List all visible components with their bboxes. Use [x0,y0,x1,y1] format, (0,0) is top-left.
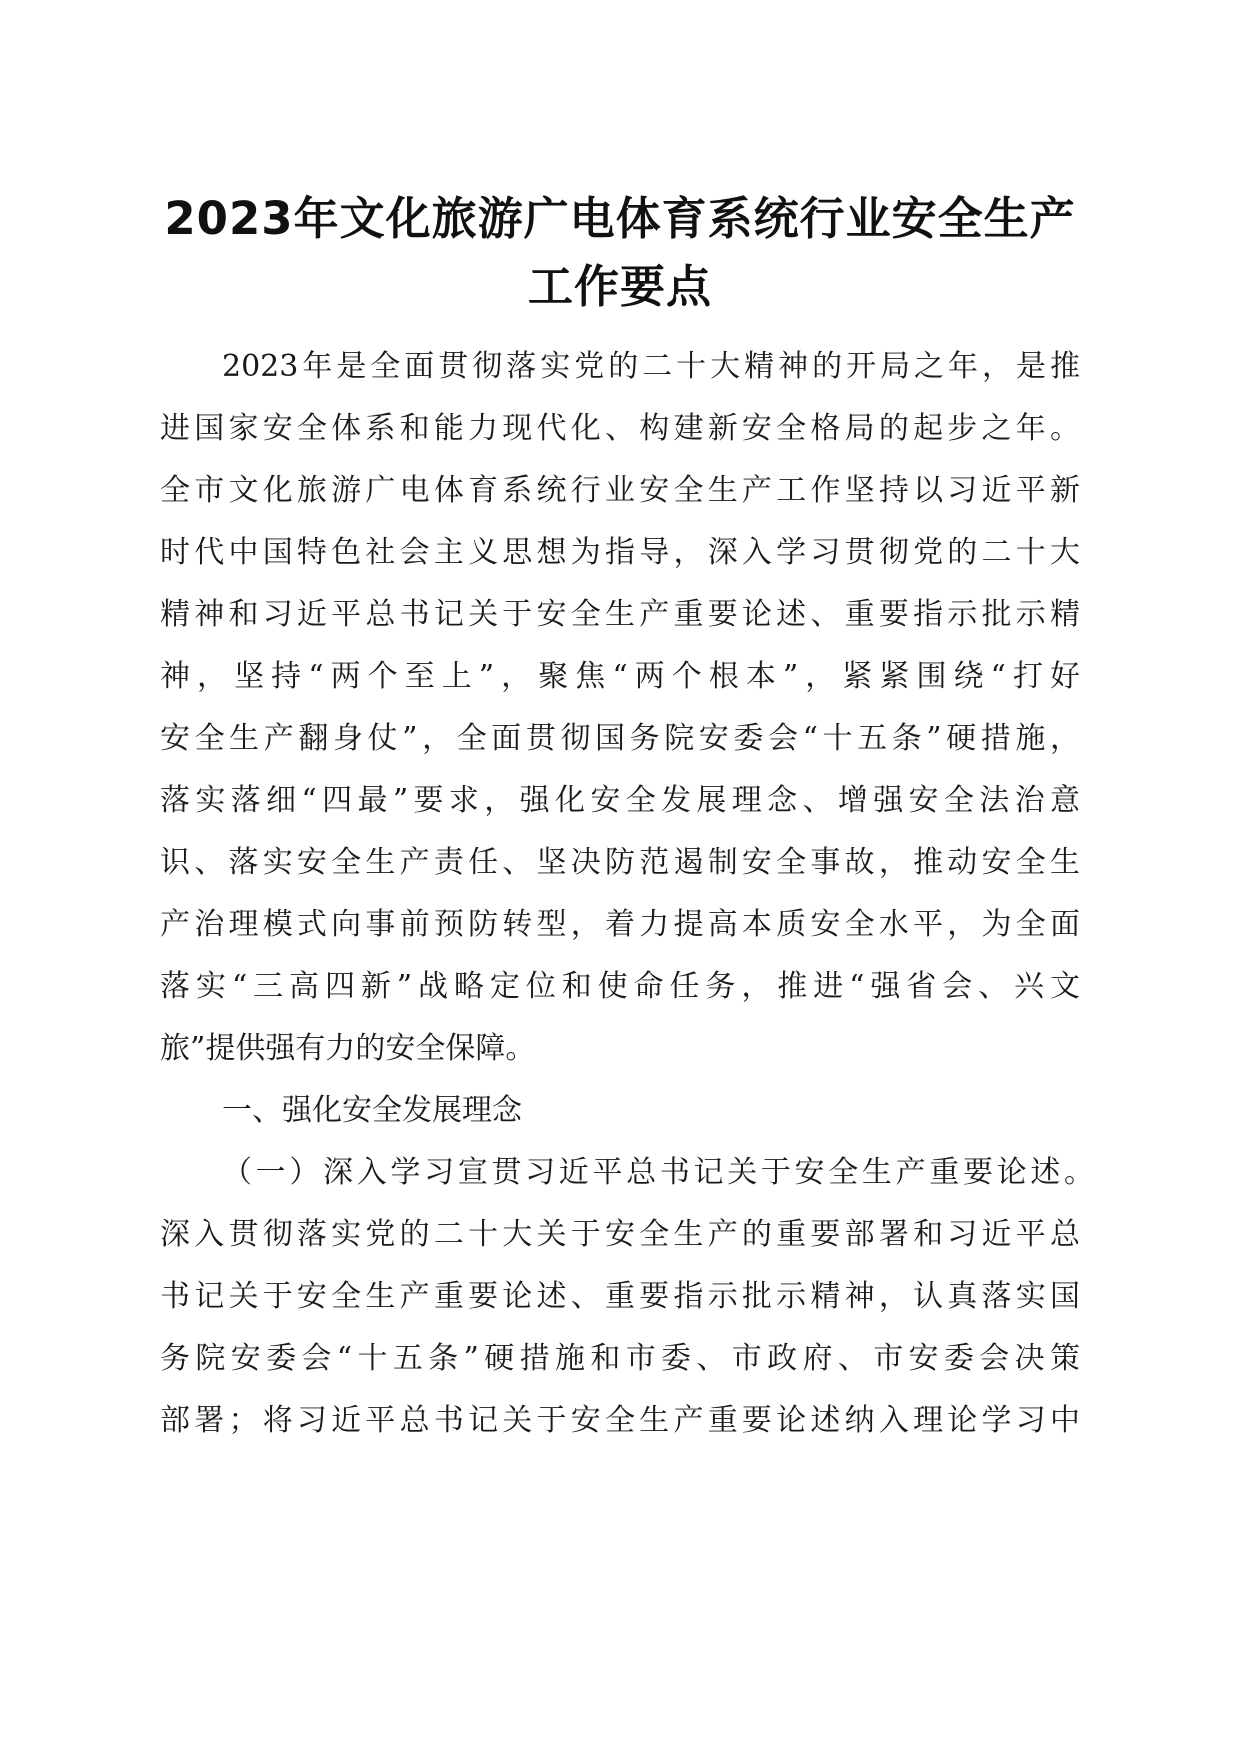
intro-paragraph-line: 落实“三高四新”战略定位和使命任务，推进“强省会、兴文 [160,969,1080,1004]
intro-paragraph-line: 时代中国特色社会主义思想为指导，深入学习贯彻党的二十大 [160,535,1080,570]
subsection-line: （一）深入学习宣贯习近平总书记关于安全生产重要论述。 [222,1155,1094,1190]
subsection-line: 书记关于安全生产重要论述、重要指示批示精神，认真落实国 [160,1279,1080,1314]
document-title-line-1: 2023年文化旅游广电体育系统行业安全生产 [164,192,1076,245]
section-heading: 一、强化安全发展理念 [222,1093,522,1128]
document-title-line-2: 工作要点 [527,260,712,313]
intro-paragraph-line: 落实落细“四最”要求，强化安全发展理念、增强安全法治意 [160,783,1080,818]
intro-paragraph-line: 精神和习近平总书记关于安全生产重要论述、重要指示批示精 [160,597,1080,632]
intro-paragraph-line: 2023年是全面贯彻落实党的二十大精神的开局之年，是推 [222,349,1080,384]
intro-paragraph-line: 旅”提供强有力的安全保障。 [160,1031,536,1066]
intro-paragraph-line: 产治理模式向事前预防转型，着力提高本质安全水平，为全面 [160,907,1080,942]
subsection-line: 务院安委会“十五条”硬措施和市委、市政府、市安委会决策 [160,1341,1080,1376]
subsection-line: 深入贯彻落实党的二十大关于安全生产的重要部署和习近平总 [160,1217,1080,1252]
intro-paragraph-line: 进国家安全体系和能力现代化、构建新安全格局的起步之年。 [160,411,1080,446]
intro-paragraph-line: 安全生产翻身仗”，全面贯彻国务院安委会“十五条”硬措施， [160,721,1080,756]
intro-paragraph-line: 全市文化旅游广电体育系统行业安全生产工作坚持以习近平新 [160,473,1080,508]
subsection-line: 部署；将习近平总书记关于安全生产重要论述纳入理论学习中 [160,1403,1080,1438]
intro-paragraph-line: 神，坚持“两个至上”，聚焦“两个根本”，紧紧围绕“打好 [160,659,1080,694]
intro-paragraph-line: 识、落实安全生产责任、坚决防范遏制安全事故，推动安全生 [160,845,1080,880]
